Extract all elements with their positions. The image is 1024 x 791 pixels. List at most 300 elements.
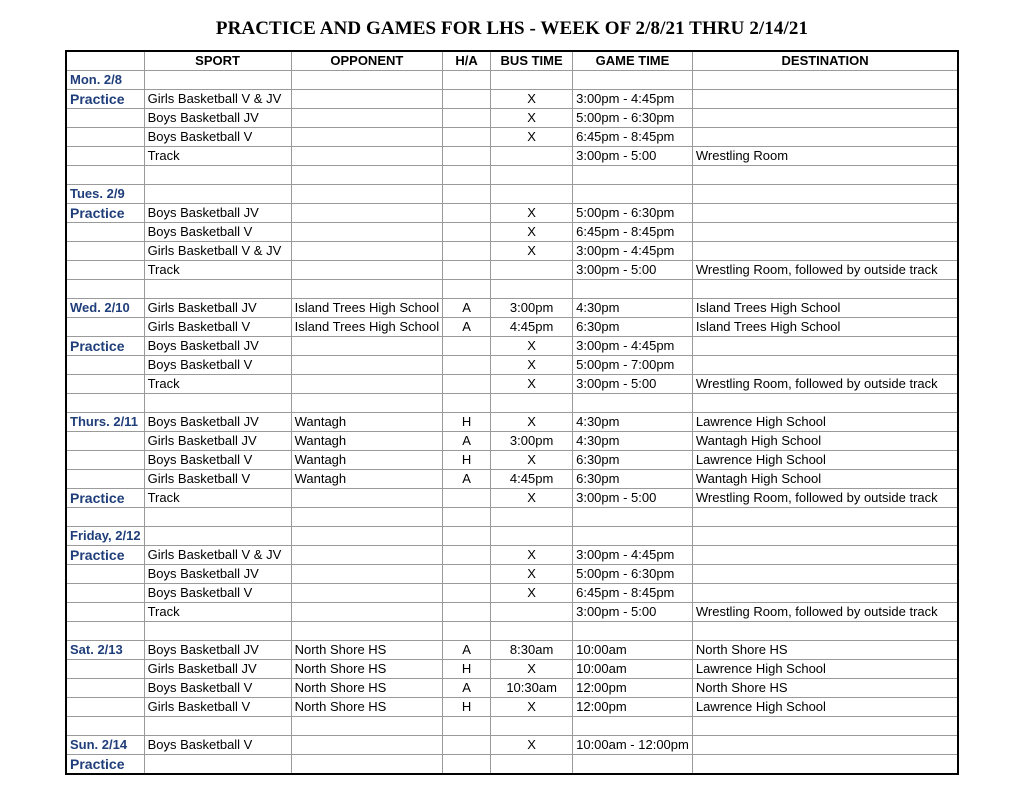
destination-cell [692, 755, 958, 775]
table-row [66, 375, 958, 394]
opponent-cell [291, 603, 443, 622]
destination-cell [692, 584, 958, 603]
bus-time-cell [491, 622, 573, 641]
game-time-cell [573, 622, 693, 641]
day-cell [66, 470, 144, 489]
day-cell: Practice [66, 337, 144, 356]
day-cell [66, 147, 144, 166]
opponent-cell [291, 375, 443, 394]
game-time-cell: 3:00pm - 4:45pm [573, 337, 693, 356]
column-header: DESTINATION [692, 51, 958, 71]
game-time-cell: 3:00pm - 5:00 [573, 489, 693, 508]
table-row [66, 679, 958, 698]
home-away-cell [443, 622, 491, 641]
bus-time-cell: 4:45pm [491, 318, 573, 337]
sport-cell: Girls Basketball V & JV [144, 90, 291, 109]
bus-time-cell [491, 755, 573, 775]
table-row [66, 603, 958, 622]
day-cell: Sat. 2/13 [66, 641, 144, 660]
sport-cell: Boys Basketball V [144, 128, 291, 147]
bus-time-cell [491, 603, 573, 622]
destination-cell [692, 242, 958, 261]
bus-time-cell: X [491, 109, 573, 128]
game-time-cell: 4:30pm [573, 299, 693, 318]
destination-cell [692, 508, 958, 527]
day-cell: Practice [66, 755, 144, 775]
bus-time-cell [491, 280, 573, 299]
table-row [66, 223, 958, 242]
destination-cell [692, 565, 958, 584]
day-cell [66, 432, 144, 451]
home-away-cell: H [443, 413, 491, 432]
home-away-cell [443, 223, 491, 242]
sport-cell [144, 185, 291, 204]
table-row [66, 698, 958, 717]
opponent-cell: North Shore HS [291, 660, 443, 679]
column-header: OPPONENT [291, 51, 443, 71]
table-row [66, 527, 958, 546]
home-away-cell [443, 71, 491, 90]
sport-cell: Girls Basketball JV [144, 660, 291, 679]
game-time-cell: 5:00pm - 6:30pm [573, 109, 693, 128]
game-time-cell: 3:00pm - 5:00 [573, 261, 693, 280]
destination-cell [692, 223, 958, 242]
bus-time-cell [491, 71, 573, 90]
day-cell [66, 375, 144, 394]
bus-time-cell: X [491, 337, 573, 356]
day-cell [66, 679, 144, 698]
game-time-cell: 6:45pm - 8:45pm [573, 584, 693, 603]
table-row [66, 280, 958, 299]
table-row [66, 717, 958, 736]
day-cell [66, 223, 144, 242]
home-away-cell [443, 128, 491, 147]
day-cell [66, 166, 144, 185]
sport-cell: Girls Basketball JV [144, 432, 291, 451]
game-time-cell: 6:45pm - 8:45pm [573, 128, 693, 147]
bus-time-cell: X [491, 565, 573, 584]
day-cell [66, 698, 144, 717]
opponent-cell [291, 71, 443, 90]
game-time-cell: 12:00pm [573, 679, 693, 698]
bus-time-cell: X [491, 736, 573, 755]
opponent-cell: North Shore HS [291, 679, 443, 698]
game-time-cell [573, 394, 693, 413]
bus-time-cell: 3:00pm [491, 432, 573, 451]
day-cell [66, 280, 144, 299]
destination-cell: Wrestling Room, followed by outside track [692, 489, 958, 508]
opponent-cell [291, 356, 443, 375]
home-away-cell [443, 717, 491, 736]
day-cell: Thurs. 2/11 [66, 413, 144, 432]
sport-cell: Track [144, 489, 291, 508]
day-cell [66, 622, 144, 641]
home-away-cell [443, 109, 491, 128]
sport-cell [144, 508, 291, 527]
table-row [66, 337, 958, 356]
opponent-cell [291, 185, 443, 204]
home-away-cell [443, 166, 491, 185]
opponent-cell: Island Trees High School [291, 318, 443, 337]
opponent-cell [291, 546, 443, 565]
bus-time-cell: X [491, 242, 573, 261]
game-time-cell: 5:00pm - 7:00pm [573, 356, 693, 375]
home-away-cell [443, 356, 491, 375]
sport-cell: Girls Basketball JV [144, 299, 291, 318]
sport-cell: Track [144, 375, 291, 394]
day-cell [66, 717, 144, 736]
sport-cell: Girls Basketball V & JV [144, 242, 291, 261]
game-time-cell: 5:00pm - 6:30pm [573, 204, 693, 223]
game-time-cell: 3:00pm - 4:45pm [573, 90, 693, 109]
table-row [66, 413, 958, 432]
bus-time-cell [491, 147, 573, 166]
bus-time-cell: X [491, 413, 573, 432]
home-away-cell [443, 185, 491, 204]
destination-cell: Lawrence High School [692, 660, 958, 679]
sport-cell [144, 622, 291, 641]
sport-cell: Boys Basketball JV [144, 204, 291, 223]
game-time-cell: 10:00am [573, 660, 693, 679]
game-time-cell: 3:00pm - 4:45pm [573, 546, 693, 565]
home-away-cell [443, 375, 491, 394]
table-row [66, 318, 958, 337]
home-away-cell [443, 565, 491, 584]
opponent-cell [291, 394, 443, 413]
destination-cell: Lawrence High School [692, 698, 958, 717]
page-title: PRACTICE AND GAMES FOR LHS - WEEK OF 2/8/21 THRU 2/14/21 [215, 18, 809, 39]
table-row [66, 185, 958, 204]
table-row [66, 147, 958, 166]
bus-time-cell [491, 527, 573, 546]
day-cell: Tues. 2/9 [66, 185, 144, 204]
home-away-cell: A [443, 470, 491, 489]
opponent-cell [291, 166, 443, 185]
day-cell [66, 584, 144, 603]
opponent-cell [291, 565, 443, 584]
home-away-cell [443, 337, 491, 356]
sport-cell: Boys Basketball V [144, 584, 291, 603]
game-time-cell: 4:30pm [573, 432, 693, 451]
destination-cell: Wantagh High School [692, 432, 958, 451]
table-row [66, 736, 958, 755]
destination-cell [692, 356, 958, 375]
opponent-cell [291, 489, 443, 508]
game-time-cell: 6:30pm [573, 470, 693, 489]
home-away-cell [443, 755, 491, 775]
destination-cell [692, 280, 958, 299]
home-away-cell [443, 508, 491, 527]
bus-time-cell: X [491, 546, 573, 565]
opponent-cell [291, 128, 443, 147]
day-cell: Sun. 2/14 [66, 736, 144, 755]
bus-time-cell: X [491, 698, 573, 717]
opponent-cell: Wantagh [291, 451, 443, 470]
table-row [66, 109, 958, 128]
bus-time-cell: 10:30am [491, 679, 573, 698]
bus-time-cell: X [491, 584, 573, 603]
destination-cell: North Shore HS [692, 641, 958, 660]
destination-cell [692, 527, 958, 546]
destination-cell [692, 166, 958, 185]
day-cell [66, 451, 144, 470]
destination-cell: Wrestling Room, followed by outside track [692, 603, 958, 622]
destination-cell: Wrestling Room, followed by outside track [692, 375, 958, 394]
opponent-cell [291, 717, 443, 736]
sport-cell [144, 166, 291, 185]
destination-cell: Wrestling Room [692, 147, 958, 166]
column-header [66, 51, 144, 71]
day-cell [66, 394, 144, 413]
bus-time-cell [491, 717, 573, 736]
bus-time-cell: 4:45pm [491, 470, 573, 489]
game-time-cell: 5:00pm - 6:30pm [573, 565, 693, 584]
table-row [66, 71, 958, 90]
opponent-cell [291, 508, 443, 527]
home-away-cell [443, 242, 491, 261]
sport-cell: Boys Basketball JV [144, 413, 291, 432]
opponent-cell [291, 736, 443, 755]
table-row [66, 470, 958, 489]
sport-cell [144, 755, 291, 775]
game-time-cell [573, 280, 693, 299]
opponent-cell [291, 204, 443, 223]
home-away-cell [443, 736, 491, 755]
table-row [66, 451, 958, 470]
day-cell: Friday, 2/12 [66, 527, 144, 546]
destination-cell [692, 71, 958, 90]
column-header: BUS TIME [491, 51, 573, 71]
opponent-cell [291, 90, 443, 109]
sport-cell: Track [144, 603, 291, 622]
day-cell [66, 603, 144, 622]
header-row [66, 51, 958, 71]
destination-cell [692, 185, 958, 204]
bus-time-cell: X [491, 356, 573, 375]
sport-cell: Boys Basketball V [144, 223, 291, 242]
game-time-cell: 10:00am - 12:00pm [573, 736, 693, 755]
bus-time-cell [491, 394, 573, 413]
game-time-cell: 6:30pm [573, 318, 693, 337]
sport-cell: Girls Basketball V [144, 318, 291, 337]
day-cell: Mon. 2/8 [66, 71, 144, 90]
home-away-cell [443, 546, 491, 565]
sport-cell: Boys Basketball V [144, 356, 291, 375]
day-cell [66, 356, 144, 375]
sport-cell: Track [144, 147, 291, 166]
bus-time-cell: X [491, 204, 573, 223]
opponent-cell: Wantagh [291, 413, 443, 432]
sport-cell: Boys Basketball JV [144, 641, 291, 660]
sport-cell: Girls Basketball V [144, 698, 291, 717]
day-cell [66, 660, 144, 679]
home-away-cell [443, 394, 491, 413]
destination-cell: Wantagh High School [692, 470, 958, 489]
day-cell: Practice [66, 90, 144, 109]
day-cell [66, 508, 144, 527]
column-header: SPORT [144, 51, 291, 71]
game-time-cell [573, 166, 693, 185]
table-row [66, 261, 958, 280]
sport-cell: Boys Basketball JV [144, 109, 291, 128]
table-row [66, 565, 958, 584]
day-cell: Practice [66, 489, 144, 508]
table-row [66, 622, 958, 641]
game-time-cell: 3:00pm - 5:00 [573, 147, 693, 166]
bus-time-cell [491, 508, 573, 527]
opponent-cell: North Shore HS [291, 698, 443, 717]
game-time-cell: 6:45pm - 8:45pm [573, 223, 693, 242]
bus-time-cell: 8:30am [491, 641, 573, 660]
home-away-cell: A [443, 679, 491, 698]
home-away-cell: H [443, 698, 491, 717]
destination-cell [692, 717, 958, 736]
sport-cell: Boys Basketball V [144, 451, 291, 470]
bus-time-cell: X [491, 90, 573, 109]
opponent-cell [291, 109, 443, 128]
game-time-cell: 10:00am [573, 641, 693, 660]
bus-time-cell: X [491, 375, 573, 394]
opponent-cell: Wantagh [291, 470, 443, 489]
home-away-cell [443, 90, 491, 109]
game-time-cell: 4:30pm [573, 413, 693, 432]
bus-time-cell: X [491, 489, 573, 508]
opponent-cell [291, 584, 443, 603]
bus-time-cell: X [491, 223, 573, 242]
table-row [66, 204, 958, 223]
opponent-cell [291, 337, 443, 356]
sport-cell: Girls Basketball V [144, 470, 291, 489]
day-cell [66, 109, 144, 128]
schedule-table [65, 50, 959, 775]
game-time-cell [573, 508, 693, 527]
home-away-cell: A [443, 641, 491, 660]
bus-time-cell: X [491, 451, 573, 470]
table-row [66, 394, 958, 413]
home-away-cell: H [443, 451, 491, 470]
opponent-cell [291, 527, 443, 546]
home-away-cell [443, 489, 491, 508]
destination-cell: Lawrence High School [692, 451, 958, 470]
game-time-cell [573, 755, 693, 775]
opponent-cell [291, 147, 443, 166]
opponent-cell: Wantagh [291, 432, 443, 451]
table-row [66, 432, 958, 451]
bus-time-cell: X [491, 128, 573, 147]
opponent-cell: North Shore HS [291, 641, 443, 660]
game-time-cell [573, 527, 693, 546]
game-time-cell: 3:00pm - 4:45pm [573, 242, 693, 261]
sport-cell [144, 71, 291, 90]
home-away-cell: A [443, 318, 491, 337]
column-header: GAME TIME [573, 51, 693, 71]
opponent-cell: Island Trees High School [291, 299, 443, 318]
bus-time-cell: 3:00pm [491, 299, 573, 318]
table-row [66, 489, 958, 508]
home-away-cell [443, 204, 491, 223]
game-time-cell [573, 185, 693, 204]
game-time-cell [573, 71, 693, 90]
table-row [66, 584, 958, 603]
sport-cell: Boys Basketball JV [144, 565, 291, 584]
sport-cell [144, 280, 291, 299]
bus-time-cell [491, 185, 573, 204]
opponent-cell [291, 280, 443, 299]
opponent-cell [291, 223, 443, 242]
sport-cell: Track [144, 261, 291, 280]
home-away-cell [443, 584, 491, 603]
destination-cell [692, 394, 958, 413]
game-time-cell [573, 717, 693, 736]
sport-cell [144, 394, 291, 413]
game-time-cell: 12:00pm [573, 698, 693, 717]
day-cell: Practice [66, 204, 144, 223]
bus-time-cell [491, 166, 573, 185]
bus-time-cell: X [491, 660, 573, 679]
table-row [66, 356, 958, 375]
sport-cell [144, 527, 291, 546]
day-cell [66, 242, 144, 261]
table-row [66, 508, 958, 527]
home-away-cell [443, 280, 491, 299]
day-cell [66, 565, 144, 584]
table-row [66, 128, 958, 147]
destination-cell: Island Trees High School [692, 299, 958, 318]
table-row [66, 546, 958, 565]
day-cell: Wed. 2/10 [66, 299, 144, 318]
destination-cell [692, 204, 958, 223]
sport-cell: Boys Basketball JV [144, 337, 291, 356]
day-cell [66, 128, 144, 147]
home-away-cell: A [443, 299, 491, 318]
table-row [66, 660, 958, 679]
home-away-cell [443, 261, 491, 280]
day-cell [66, 318, 144, 337]
home-away-cell [443, 603, 491, 622]
table-row [66, 90, 958, 109]
destination-cell [692, 109, 958, 128]
destination-cell [692, 546, 958, 565]
table-row [66, 641, 958, 660]
destination-cell [692, 736, 958, 755]
sport-cell: Boys Basketball V [144, 679, 291, 698]
day-cell [66, 261, 144, 280]
game-time-cell: 3:00pm - 5:00 [573, 603, 693, 622]
bus-time-cell [491, 261, 573, 280]
game-time-cell: 3:00pm - 5:00 [573, 375, 693, 394]
table-row [66, 166, 958, 185]
home-away-cell: H [443, 660, 491, 679]
sport-cell [144, 717, 291, 736]
destination-cell [692, 622, 958, 641]
home-away-cell: A [443, 432, 491, 451]
opponent-cell [291, 622, 443, 641]
table-row [66, 755, 958, 775]
home-away-cell [443, 147, 491, 166]
destination-cell: Island Trees High School [692, 318, 958, 337]
table-row [66, 242, 958, 261]
column-header: H/A [443, 51, 491, 71]
opponent-cell [291, 755, 443, 775]
day-cell: Practice [66, 546, 144, 565]
destination-cell: Wrestling Room, followed by outside track [692, 261, 958, 280]
table-row [66, 299, 958, 318]
game-time-cell: 6:30pm [573, 451, 693, 470]
sport-cell: Girls Basketball V & JV [144, 546, 291, 565]
destination-cell: North Shore HS [692, 679, 958, 698]
opponent-cell [291, 261, 443, 280]
destination-cell [692, 90, 958, 109]
